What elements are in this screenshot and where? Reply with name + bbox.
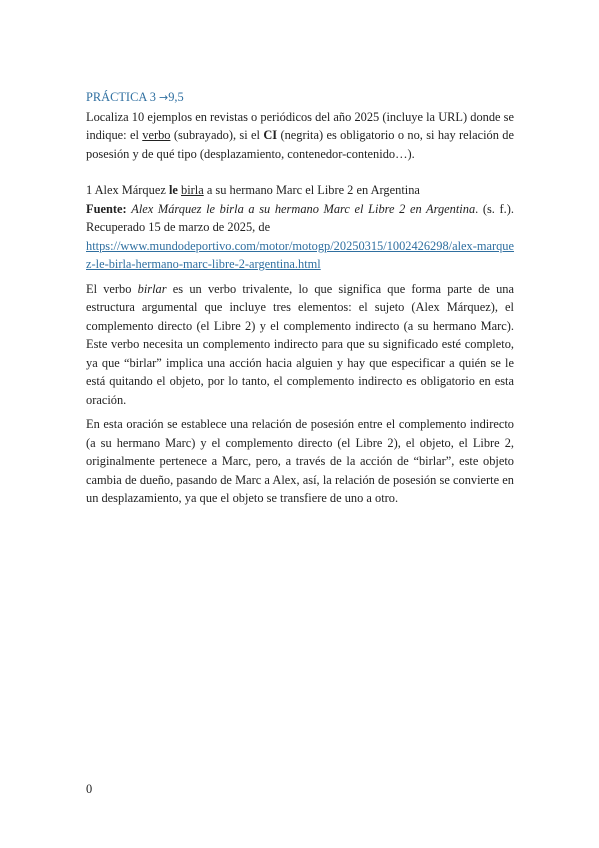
example-sentence: [86, 181, 514, 200]
instructions-text: (subrayado), si el: [170, 128, 264, 142]
verb-birla-underlined: birla: [181, 183, 204, 197]
source-citation: [86, 200, 514, 237]
instructions-text: Localiza 10 ejemplos en revistas o periódicos del año 2025 (incluye la URL) donde se indique: el: [86, 109, 514, 142]
ci-le-bold: le: [168, 183, 178, 197]
practice-heading: [86, 88, 514, 108]
analysis-text: El verbo: [86, 281, 138, 296]
source-retrieved: . (s. f.). Recuperado 15 de marzo de 2025, de: [86, 201, 514, 234]
analysis-paragraph-2: En esta oración se establece una relación de posesión entre el complemento indirecto (a su hermano Marc) y el complemento directo (el Libre 2), el objeto, el Libre 2, originalmente pertenece a Marc, pero, a través de la acción de “birlar”, este objeto cambia de dueño, pasando de Marc a Alex, así, la relación de posesión se convierte en un desplazamiento, ya que el objeto se transfiere de uno a otro.: [86, 417, 514, 505]
source-title: Alex Márquez le birla a su hermano Marc el Libre 2 en Argentina: [131, 201, 476, 216]
practice-grade: 9,5: [168, 90, 184, 104]
source-url-link[interactable]: https://www.mundodeportivo.com/motor/motogp/20250315/1002426298/alex-marquez-le-birla-hermano-marc-libre-2-argentina.html: [86, 238, 515, 271]
verbo-underlined: verbo: [142, 128, 171, 142]
analysis-paragraph-1: [86, 280, 514, 410]
right-arrow-icon: →: [159, 91, 169, 104]
ci-bold: CI: [263, 128, 278, 142]
instructions-paragraph: [86, 108, 514, 164]
instructions-text: (negrita) es obligatorio o no, si hay relación de posesión y de qué tipo (desplazamiento, contenedor-contenido…).: [86, 128, 514, 161]
source-label: Fuente:: [86, 201, 127, 216]
page-content: [86, 88, 514, 508]
example-text: a su hermano Marc el Libre 2 en Argentina: [203, 183, 420, 197]
practice-title: PRÁCTICA 3: [86, 90, 156, 104]
example-text: 1 Alex Márquez: [86, 183, 169, 197]
page-number: 0: [86, 782, 93, 796]
analysis-text: es un verbo trivalente, lo que significa que forma parte de una estructura argumental que incluye tres elementos: el sujeto (Alex Márquez), el complemento directo (el Libre 2) y el complemento indirecto (a su hermano Marc). Este verbo necesita un complemento indirecto para que su significado esté completo, ya que “birlar” implica una acción hacia alguien y hay que especificar a quién se le está quitando el objeto, por lo tanto, el complemento indirecto es obligatorio en esta oración.: [86, 281, 514, 407]
verb-birlar-italic: birlar: [137, 281, 167, 296]
